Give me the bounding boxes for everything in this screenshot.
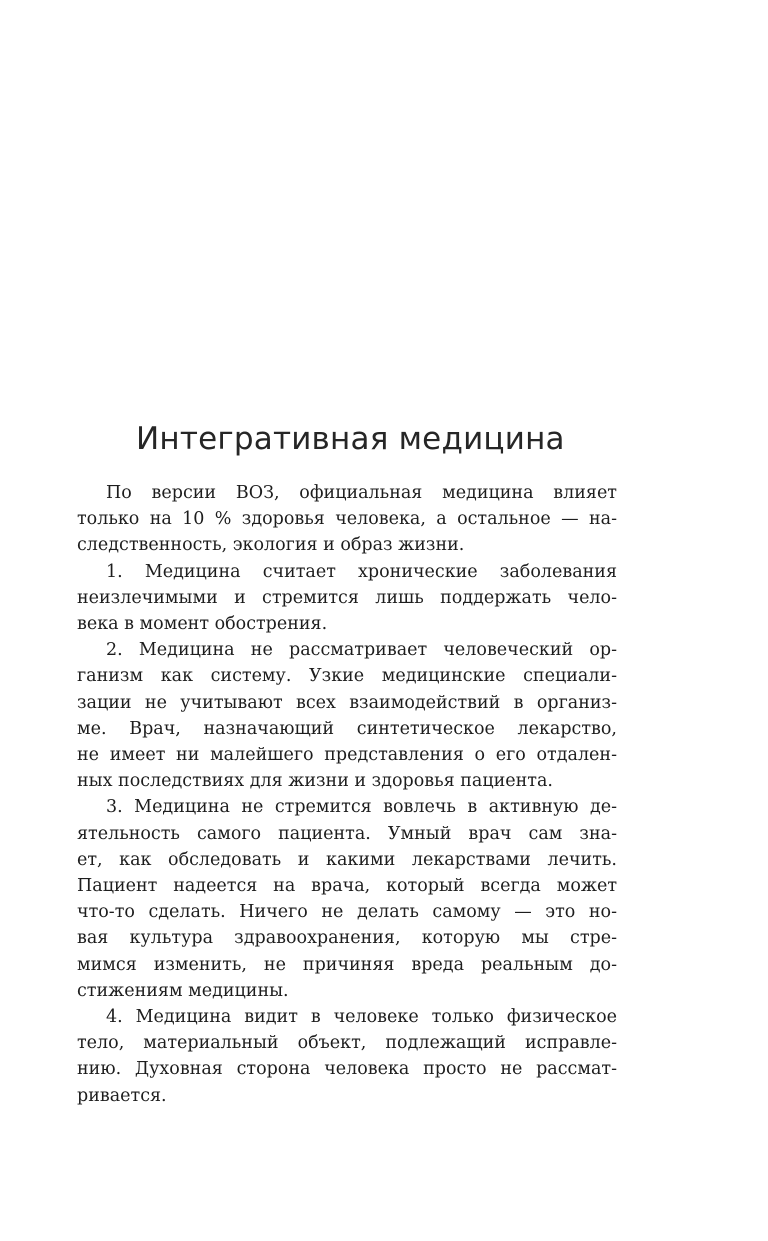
- text-line: не имеет ни малейшего представления о его отдален-: [77, 745, 617, 766]
- text-line: 3. Медицина не стремится вовлечь в активную де-: [106, 797, 617, 818]
- text-line: Пациент надеется на врача, который всегда может: [77, 876, 617, 897]
- text-line: что-то сделать. Ничего не делать самому — это но-: [77, 902, 617, 923]
- paragraph: [77, 480, 617, 559]
- text-line: стижениям медицины.: [77, 980, 289, 1001]
- text-line: тело, материальный объект, подлежащий исправле-: [77, 1033, 617, 1054]
- text-line: вая культура здравоохранения, которую мы стре-: [77, 928, 617, 949]
- chapter-title: Интегративная медицина: [136, 421, 565, 457]
- paragraph: [77, 794, 617, 1004]
- text-line: ривается.: [77, 1085, 167, 1106]
- paragraph: [77, 1004, 617, 1109]
- text-line: мимся изменить, не причиняя вреда реальным до-: [77, 954, 617, 975]
- text-line: века в момент обострения.: [77, 614, 328, 635]
- text-line: зации не учитывают всех взаимодействий в организ-: [77, 692, 617, 713]
- body-text: [77, 480, 617, 1109]
- text-line: 2. Медицина не рассматривает человеческий ор-: [106, 640, 617, 661]
- text-line: нию. Духовная сторона человека просто не рассмат-: [77, 1059, 617, 1080]
- text-line: следственность, экология и образ жизни.: [77, 535, 465, 556]
- text-line: ганизм как систему. Узкие медицинские специали-: [77, 666, 617, 687]
- text-line: только на 10 % здоровья человека, а остальное — на-: [77, 509, 617, 530]
- text-line: 4. Медицина видит в человеке только физическое: [106, 1007, 617, 1028]
- text-line: По версии ВОЗ, официальная медицина влияет: [106, 483, 617, 503]
- text-line: неизлечимыми и стремится лишь поддержать чело-: [77, 587, 617, 608]
- text-line: ет, как обследовать и какими лекарствами лечить.: [77, 849, 617, 870]
- text-line: ятельность самого пациента. Умный врач сам зна-: [77, 823, 617, 844]
- paragraph: [77, 637, 617, 794]
- paragraph: [77, 559, 617, 638]
- text-line: ме. Врач, назначающий синтетическое лекарство,: [77, 718, 617, 739]
- text-line: 1. Медицина считает хронические заболевания: [106, 561, 617, 582]
- text-line: ных последствиях для жизни и здоровья пациента.: [77, 771, 553, 792]
